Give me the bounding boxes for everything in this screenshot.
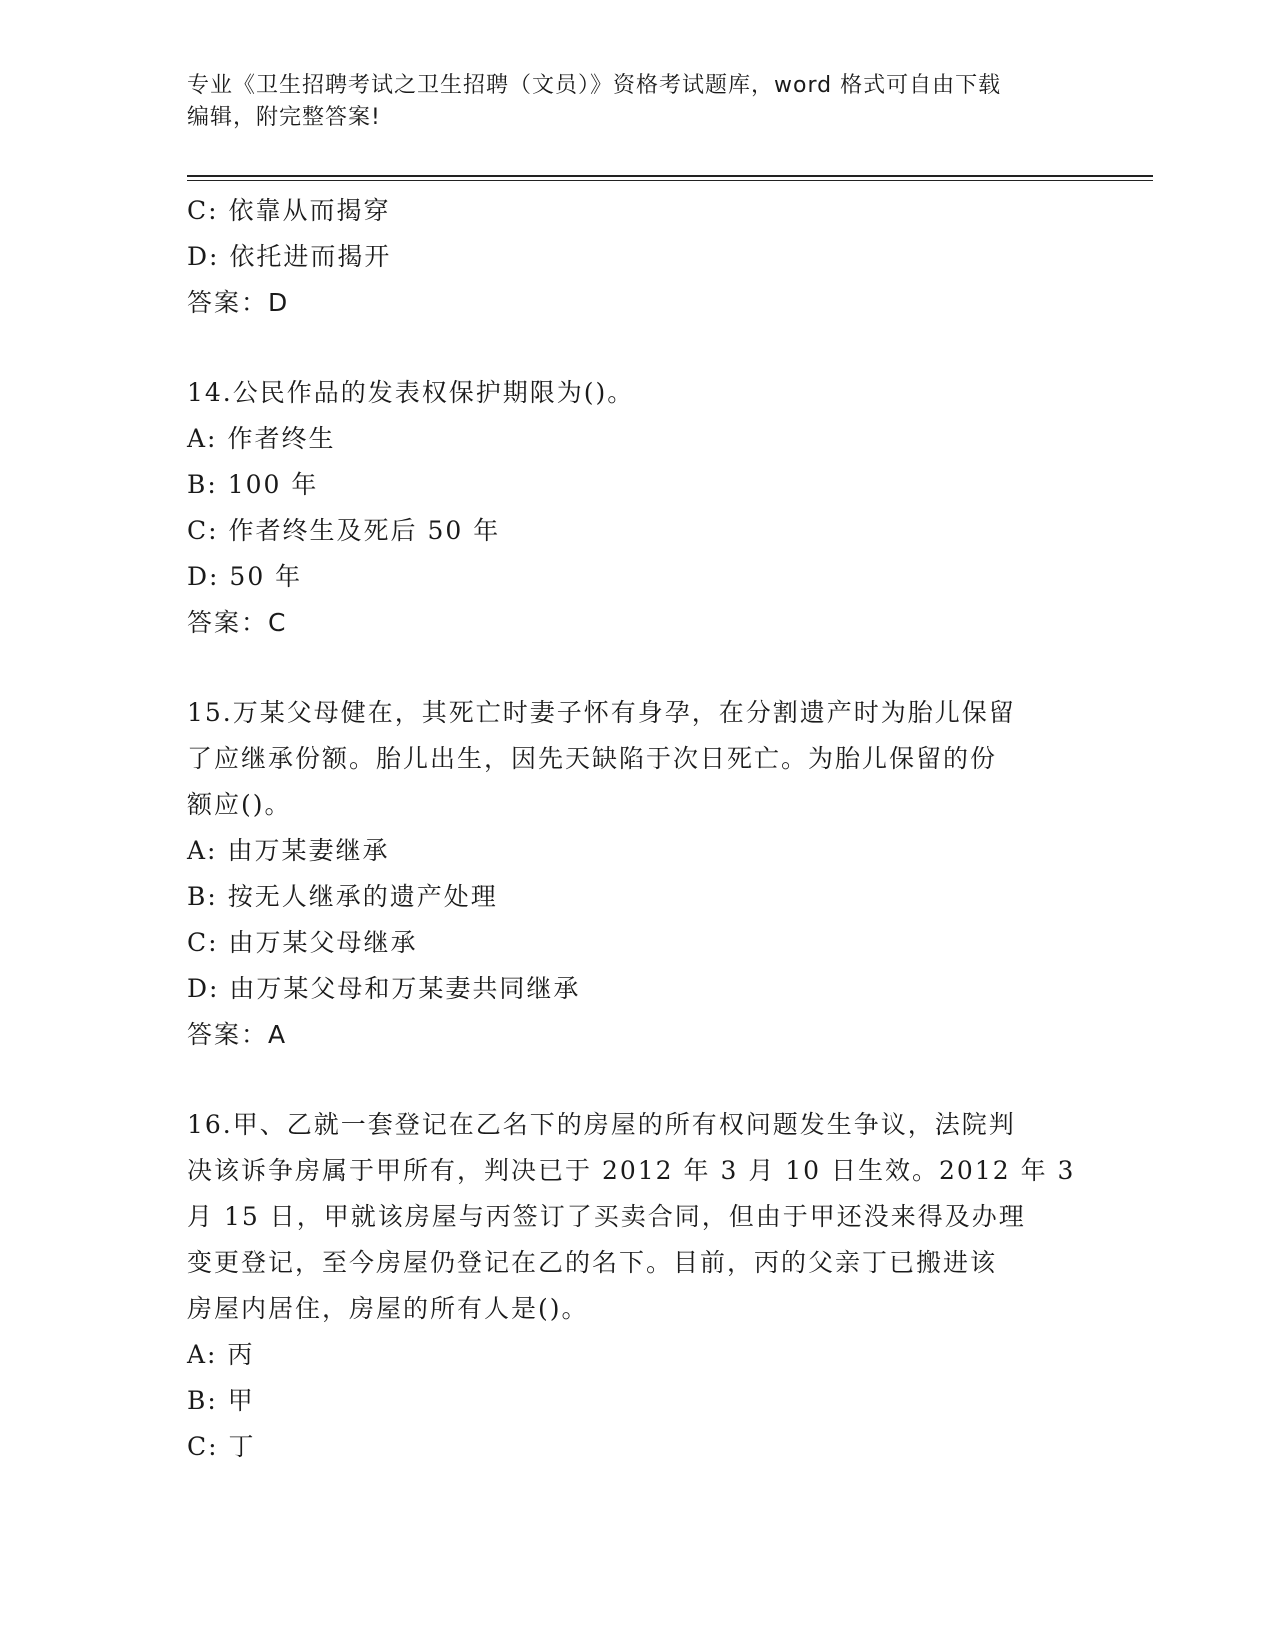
- question-number: 14.: [187, 378, 233, 407]
- answer-line: 答案：A: [187, 1020, 288, 1049]
- question-number: 15.: [187, 698, 233, 727]
- question-stem-line-1: [187, 690, 1087, 736]
- option-text: 由万某父母继承: [228, 928, 418, 957]
- option-label: A:: [187, 836, 218, 865]
- question-15: [187, 690, 1087, 1058]
- header-divider-thin: [187, 180, 1153, 181]
- option-b: [187, 874, 1087, 920]
- answer-line: 答案：D: [187, 288, 290, 317]
- option-label: C:: [187, 196, 219, 225]
- option-label: B:: [187, 1386, 218, 1415]
- option-d: [187, 966, 1087, 1012]
- question-14: [187, 370, 1087, 646]
- option-c: [187, 920, 1087, 966]
- question-stem-line-4: 变更登记，至今房屋仍登记在乙的名下。目前，丙的父亲丁已搬进该: [187, 1248, 998, 1277]
- option-label: B:: [187, 470, 218, 499]
- option-label: C:: [187, 516, 219, 545]
- question-16: [187, 1102, 1087, 1470]
- option-c: [187, 1424, 1087, 1470]
- option-a: [187, 828, 1087, 874]
- question-stem-line-3: 月 15 日，甲就该房屋与丙签订了买卖合同，但由于甲还没来得及办理: [187, 1202, 1026, 1231]
- document-header: [187, 70, 1087, 134]
- option-text: 按无人继承的遗产处理: [227, 882, 498, 911]
- question-text: 甲、乙就一套登记在乙名下的房屋的所有权问题发生争议，法院判: [232, 1110, 1016, 1139]
- option-label: D:: [187, 562, 220, 591]
- option-d: [187, 554, 1087, 600]
- option-text: 由万某父母和万某妻共同继承: [229, 974, 581, 1003]
- question-stem-line-2: 决该诉争房属于甲所有，判决已于 2012 年 3 月 10 日生效。2012 年 3: [187, 1156, 1076, 1185]
- option-text: 100 年: [227, 470, 319, 499]
- option-label: D:: [187, 242, 220, 271]
- option-text: 作者终生: [227, 424, 336, 453]
- option-text: 丁: [228, 1432, 256, 1461]
- header-line-2: 编辑，附完整答案!: [187, 105, 381, 130]
- question-stem-line-5: 房屋内居住，房屋的所有人是()。: [187, 1294, 589, 1323]
- option-label: B:: [187, 882, 218, 911]
- question-list: [187, 188, 1087, 1470]
- option-text: 甲: [227, 1386, 255, 1415]
- option-label: D:: [187, 974, 220, 1003]
- question-text: 万某父母健在，其死亡时妻子怀有身孕，在分割遗产时为胎儿保留: [232, 698, 1016, 727]
- question-number: 16.: [187, 1110, 233, 1139]
- option-label: A:: [187, 424, 218, 453]
- option-c: [187, 508, 1087, 554]
- question-stem: [187, 370, 1087, 416]
- option-text: 依靠从而揭穿: [228, 196, 391, 225]
- option-label: A:: [187, 1340, 218, 1369]
- header-line-1: 专业《卫生招聘考试之卫生招聘（文员）》资格考试题库，word 格式可自由下载: [187, 73, 1002, 98]
- option-a: [187, 1332, 1087, 1378]
- header-divider-thick: [187, 175, 1153, 177]
- option-label: C:: [187, 928, 219, 957]
- question-stem-line-3: 额应()。: [187, 790, 292, 819]
- option-text: 依托进而揭开: [229, 242, 392, 271]
- option-a: [187, 416, 1087, 462]
- option-text: 50 年: [229, 562, 303, 591]
- option-text: 丙: [227, 1340, 255, 1369]
- option-b: [187, 462, 1087, 508]
- option-text: 由万某妻继承: [227, 836, 390, 865]
- question-text: 公民作品的发表权保护期限为()。: [232, 378, 635, 407]
- option-d: [187, 234, 1087, 280]
- question-13-tail: [187, 188, 1087, 326]
- answer-line: 答案：C: [187, 608, 288, 637]
- option-c: [187, 188, 1087, 234]
- option-label: C:: [187, 1432, 219, 1461]
- option-text: 作者终生及死后 50 年: [228, 516, 501, 545]
- question-stem-line-1: [187, 1102, 1087, 1148]
- option-b: [187, 1378, 1087, 1424]
- question-stem-line-2: 了应继承份额。胎儿出生，因先天缺陷于次日死亡。为胎儿保留的份: [187, 744, 998, 773]
